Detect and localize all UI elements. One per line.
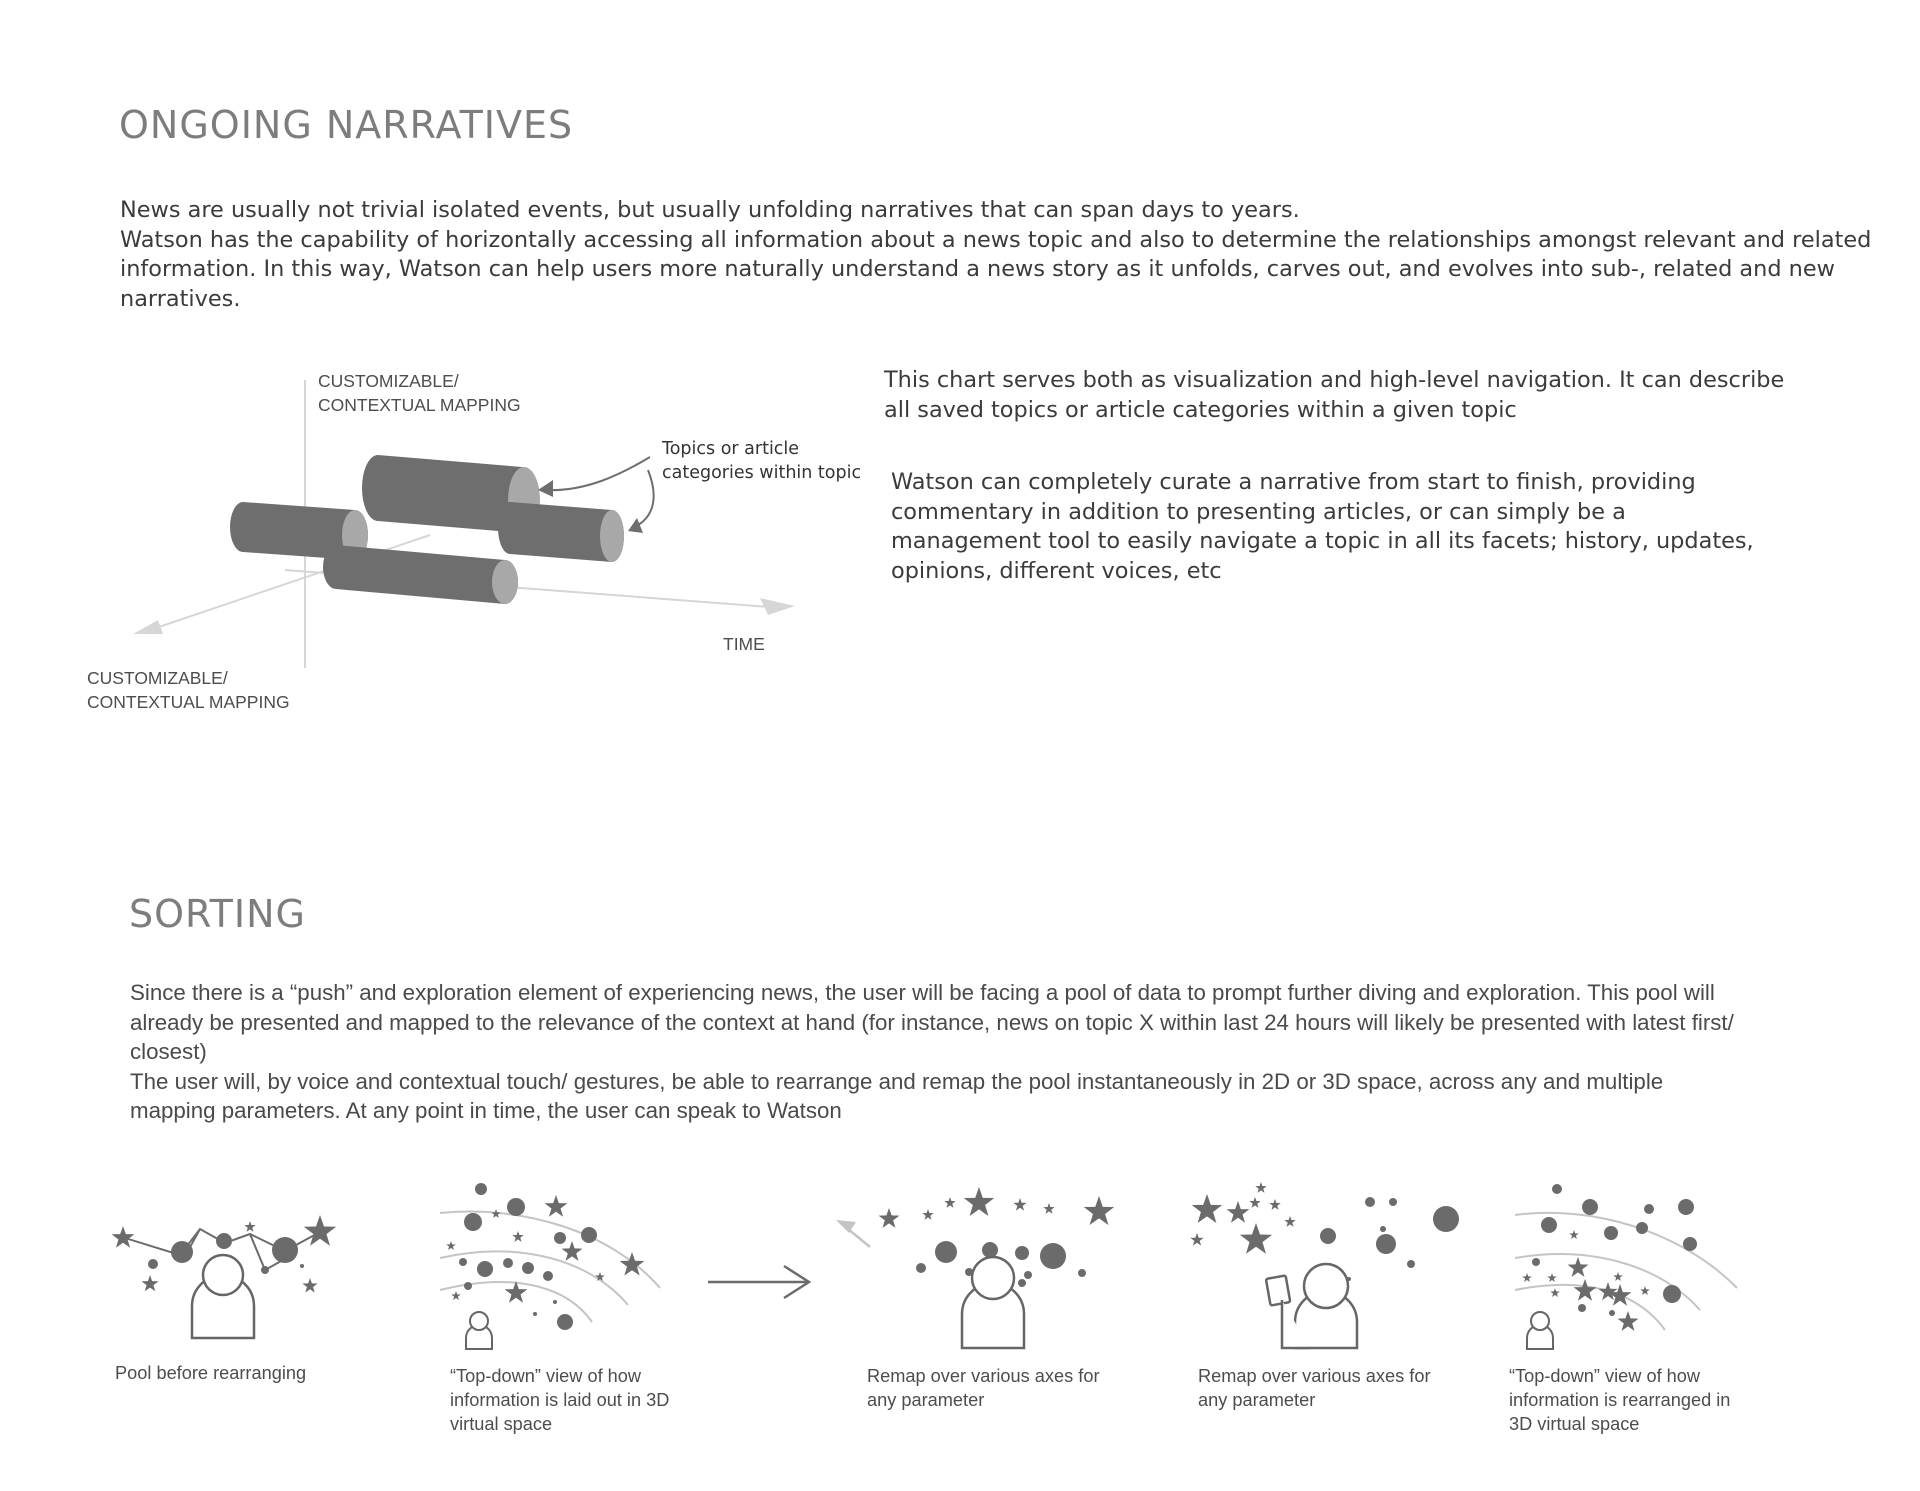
x-axis-label: TIME: [723, 634, 765, 654]
z-axis-label: CUSTOMIZABLE/ CONTEXTUAL MAPPING: [87, 668, 290, 712]
person-star-pool-icon: [112, 1215, 337, 1338]
intro-line: News are usually not trivial isolated events, but usually unfolding narratives that can span days to years.: [120, 197, 1300, 223]
caption-remap-2: Remap over various axes for any parameter: [1198, 1366, 1431, 1410]
top-down-pool-icon: [440, 1183, 660, 1349]
caption-top-down-laid-out: “Top-down” view of how information is laid out in 3D virtual space: [450, 1366, 670, 1434]
intro-line: narratives.: [120, 285, 241, 312]
y-axis-label: CUSTOMIZABLE/ CONTEXTUAL MAPPING: [318, 371, 521, 415]
caption-top-down-rearranged: “Top-down” view of how information is rearranged in 3D virtual space: [1509, 1366, 1731, 1434]
caption-pool-before: Pool before rearranging: [115, 1363, 307, 1383]
intro-line: Watson has the capability of horizontally accessing all information about a news topic and also to determine the relationships amongst relevant and related: [120, 226, 1872, 253]
curation-description: Watson can completely curate a narrative from start to finish, providing commentary in addition to presenting articles, or can simply be a management tool to easily navigate a topic in all its facets; history, updates, opinions, different voices, etc: [891, 469, 1754, 584]
intro-line: information. In this way, Watson can help users more naturally understand a news story as it unfolds, carves out, and evolves into sub-, related and new: [120, 256, 1835, 282]
arrow-right-icon: [708, 1266, 809, 1298]
remap-person-icon: [836, 1187, 1114, 1348]
chart-description: This chart serves both as visualization and high-level navigation. It can describe all saved topics or article categories within a given topic: [884, 367, 1785, 423]
caption-remap-1: Remap over various axes for any parameter: [867, 1366, 1100, 1410]
sorting-intro: Since there is a “push” and exploration element of experiencing news, the user will be facing a pool of data to prompt further diving and exploration. This pool will already be presented and mapped to the relevance of the context at hand (for instance, news on topic X within last 24 hours will likely be presented with latest first/ closest) The user will, by voice and contextual touch/ gestures, be able to rearrange and remap the pool instantaneously in 2D or 3D space, across any and multiple mapping parameters. At any point in time, the user can speak to Watson: [130, 980, 1734, 1123]
topics-callout-label: Topics or article categories within topic: [662, 439, 862, 483]
section-title-narratives: ONGOING NARRATIVES: [119, 103, 574, 147]
section-title-sorting: SORTING: [129, 892, 306, 936]
top-down-rearranged-icon: [1515, 1184, 1737, 1349]
remap-tablet-person-icon: [1190, 1182, 1459, 1348]
